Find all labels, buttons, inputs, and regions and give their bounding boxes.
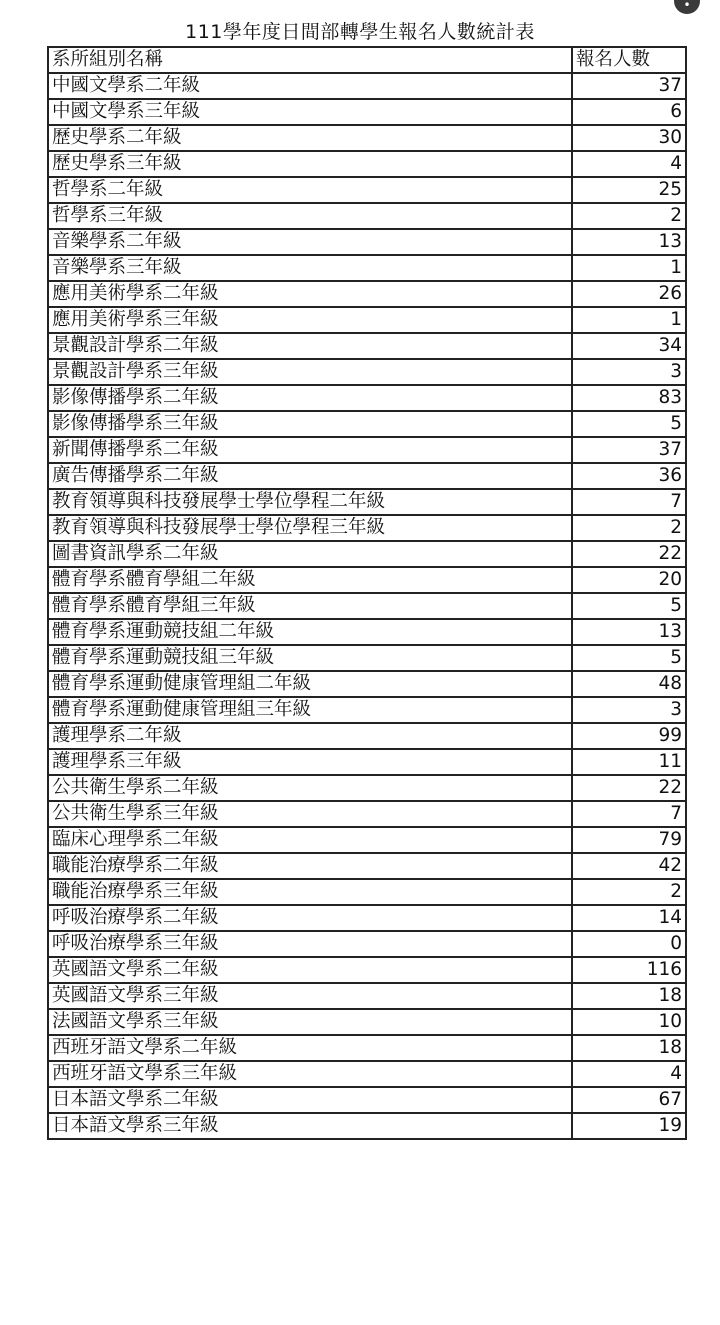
applicant-count-cell: 7 — [572, 801, 686, 827]
table-row — [48, 619, 686, 645]
applicant-count-cell: 19 — [572, 1113, 686, 1139]
applicant-count-cell: 3 — [572, 697, 686, 723]
department-name-cell: 日本語文學系二年級 — [48, 1087, 572, 1113]
department-name-cell: 呼吸治療學系二年級 — [48, 905, 572, 931]
table-row — [48, 1061, 686, 1087]
department-name-cell: 體育學系運動競技組三年級 — [48, 645, 572, 671]
department-name-cell: 歷史學系三年級 — [48, 151, 572, 177]
enrollment-table — [47, 46, 687, 1140]
applicant-count-cell: 5 — [572, 593, 686, 619]
department-name-cell: 圖書資訊學系二年級 — [48, 541, 572, 567]
table-row — [48, 151, 686, 177]
table-row — [48, 801, 686, 827]
document-title: 111學年度日間部轉學生報名人數統計表 — [185, 21, 535, 43]
department-name-cell: 影像傳播學系二年級 — [48, 385, 572, 411]
applicant-count-cell: 5 — [572, 645, 686, 671]
department-name-cell: 歷史學系二年級 — [48, 125, 572, 151]
applicant-count-cell: 37 — [572, 73, 686, 99]
applicant-count-cell: 22 — [572, 775, 686, 801]
table-row — [48, 541, 686, 567]
applicant-count-cell: 22 — [572, 541, 686, 567]
applicant-count-cell: 36 — [572, 463, 686, 489]
applicant-count-cell: 79 — [572, 827, 686, 853]
department-name-cell: 音樂學系三年級 — [48, 255, 572, 281]
applicant-count-cell: 4 — [572, 151, 686, 177]
department-name-cell: 體育學系運動競技組二年級 — [48, 619, 572, 645]
applicant-count-cell: 13 — [572, 619, 686, 645]
column-header-name: 系所組別名稱 — [48, 47, 572, 73]
table-row — [48, 671, 686, 697]
applicant-count-cell: 42 — [572, 853, 686, 879]
menu-dot-icon[interactable]: • — [674, 0, 700, 14]
department-name-cell: 職能治療學系二年級 — [48, 853, 572, 879]
applicant-count-cell: 37 — [572, 437, 686, 463]
table-row — [48, 827, 686, 853]
table-row — [48, 931, 686, 957]
table-row — [48, 853, 686, 879]
applicant-count-cell: 116 — [572, 957, 686, 983]
applicant-count-cell: 4 — [572, 1061, 686, 1087]
department-name-cell: 音樂學系二年級 — [48, 229, 572, 255]
table-row — [48, 203, 686, 229]
table-row — [48, 359, 686, 385]
department-name-cell: 體育學系運動健康管理組三年級 — [48, 697, 572, 723]
department-name-cell: 西班牙語文學系二年級 — [48, 1035, 572, 1061]
department-name-cell: 廣告傳播學系二年級 — [48, 463, 572, 489]
applicant-count-cell: 20 — [572, 567, 686, 593]
applicant-count-cell: 48 — [572, 671, 686, 697]
applicant-count-cell: 14 — [572, 905, 686, 931]
table-row — [48, 567, 686, 593]
department-name-cell: 景觀設計學系三年級 — [48, 359, 572, 385]
department-name-cell: 哲學系三年級 — [48, 203, 572, 229]
table-row — [48, 385, 686, 411]
applicant-count-cell: 34 — [572, 333, 686, 359]
table-row — [48, 957, 686, 983]
department-name-cell: 中國文學系二年級 — [48, 73, 572, 99]
department-name-cell: 護理學系二年級 — [48, 723, 572, 749]
applicant-count-cell: 7 — [572, 489, 686, 515]
applicant-count-cell: 10 — [572, 1009, 686, 1035]
table-row — [48, 905, 686, 931]
table-row — [48, 307, 686, 333]
department-name-cell: 日本語文學系三年級 — [48, 1113, 572, 1139]
table-row — [48, 723, 686, 749]
department-name-cell: 影像傳播學系三年級 — [48, 411, 572, 437]
table-row — [48, 463, 686, 489]
applicant-count-cell: 83 — [572, 385, 686, 411]
applicant-count-cell: 5 — [572, 411, 686, 437]
department-name-cell: 護理學系三年級 — [48, 749, 572, 775]
department-name-cell: 哲學系二年級 — [48, 177, 572, 203]
applicant-count-cell: 18 — [572, 983, 686, 1009]
table-body — [48, 73, 686, 1139]
applicant-count-cell: 11 — [572, 749, 686, 775]
applicant-count-cell: 67 — [572, 1087, 686, 1113]
applicant-count-cell: 0 — [572, 931, 686, 957]
table-row — [48, 437, 686, 463]
table-row — [48, 281, 686, 307]
table-row — [48, 775, 686, 801]
table-row — [48, 411, 686, 437]
table-row — [48, 1009, 686, 1035]
table-row — [48, 99, 686, 125]
table-row — [48, 879, 686, 905]
applicant-count-cell: 3 — [572, 359, 686, 385]
department-name-cell: 英國語文學系三年級 — [48, 983, 572, 1009]
department-name-cell: 西班牙語文學系三年級 — [48, 1061, 572, 1087]
department-name-cell: 公共衛生學系三年級 — [48, 801, 572, 827]
department-name-cell: 英國語文學系二年級 — [48, 957, 572, 983]
department-name-cell: 應用美術學系二年級 — [48, 281, 572, 307]
applicant-count-cell: 6 — [572, 99, 686, 125]
department-name-cell: 公共衛生學系二年級 — [48, 775, 572, 801]
department-name-cell: 法國語文學系三年級 — [48, 1009, 572, 1035]
department-name-cell: 體育學系運動健康管理組二年級 — [48, 671, 572, 697]
applicant-count-cell: 13 — [572, 229, 686, 255]
department-name-cell: 臨床心理學系二年級 — [48, 827, 572, 853]
applicant-count-cell: 1 — [572, 307, 686, 333]
department-name-cell: 景觀設計學系二年級 — [48, 333, 572, 359]
department-name-cell: 體育學系體育學組三年級 — [48, 593, 572, 619]
table-row — [48, 1035, 686, 1061]
table-row — [48, 333, 686, 359]
table-row — [48, 697, 686, 723]
table-header-row — [48, 47, 686, 73]
department-name-cell: 教育領導與科技發展學士學位學程二年級 — [48, 489, 572, 515]
table-row — [48, 73, 686, 99]
applicant-count-cell: 1 — [572, 255, 686, 281]
department-name-cell: 教育領導與科技發展學士學位學程三年級 — [48, 515, 572, 541]
column-header-count: 報名人數 — [572, 47, 686, 73]
applicant-count-cell: 2 — [572, 879, 686, 905]
table-row — [48, 177, 686, 203]
table-row — [48, 255, 686, 281]
table-row — [48, 515, 686, 541]
department-name-cell: 應用美術學系三年級 — [48, 307, 572, 333]
table-row — [48, 1113, 686, 1139]
applicant-count-cell: 2 — [572, 515, 686, 541]
table-row — [48, 593, 686, 619]
table-row — [48, 1087, 686, 1113]
table-row — [48, 125, 686, 151]
department-name-cell: 新聞傳播學系二年級 — [48, 437, 572, 463]
applicant-count-cell: 2 — [572, 203, 686, 229]
applicant-count-cell: 18 — [572, 1035, 686, 1061]
applicant-count-cell: 30 — [572, 125, 686, 151]
table-row — [48, 749, 686, 775]
applicant-count-cell: 99 — [572, 723, 686, 749]
applicant-count-cell: 26 — [572, 281, 686, 307]
department-name-cell: 呼吸治療學系三年級 — [48, 931, 572, 957]
table-row — [48, 229, 686, 255]
department-name-cell: 職能治療學系三年級 — [48, 879, 572, 905]
department-name-cell: 體育學系體育學組二年級 — [48, 567, 572, 593]
applicant-count-cell: 25 — [572, 177, 686, 203]
department-name-cell: 中國文學系三年級 — [48, 99, 572, 125]
table-row — [48, 645, 686, 671]
table-row — [48, 983, 686, 1009]
table-row — [48, 489, 686, 515]
